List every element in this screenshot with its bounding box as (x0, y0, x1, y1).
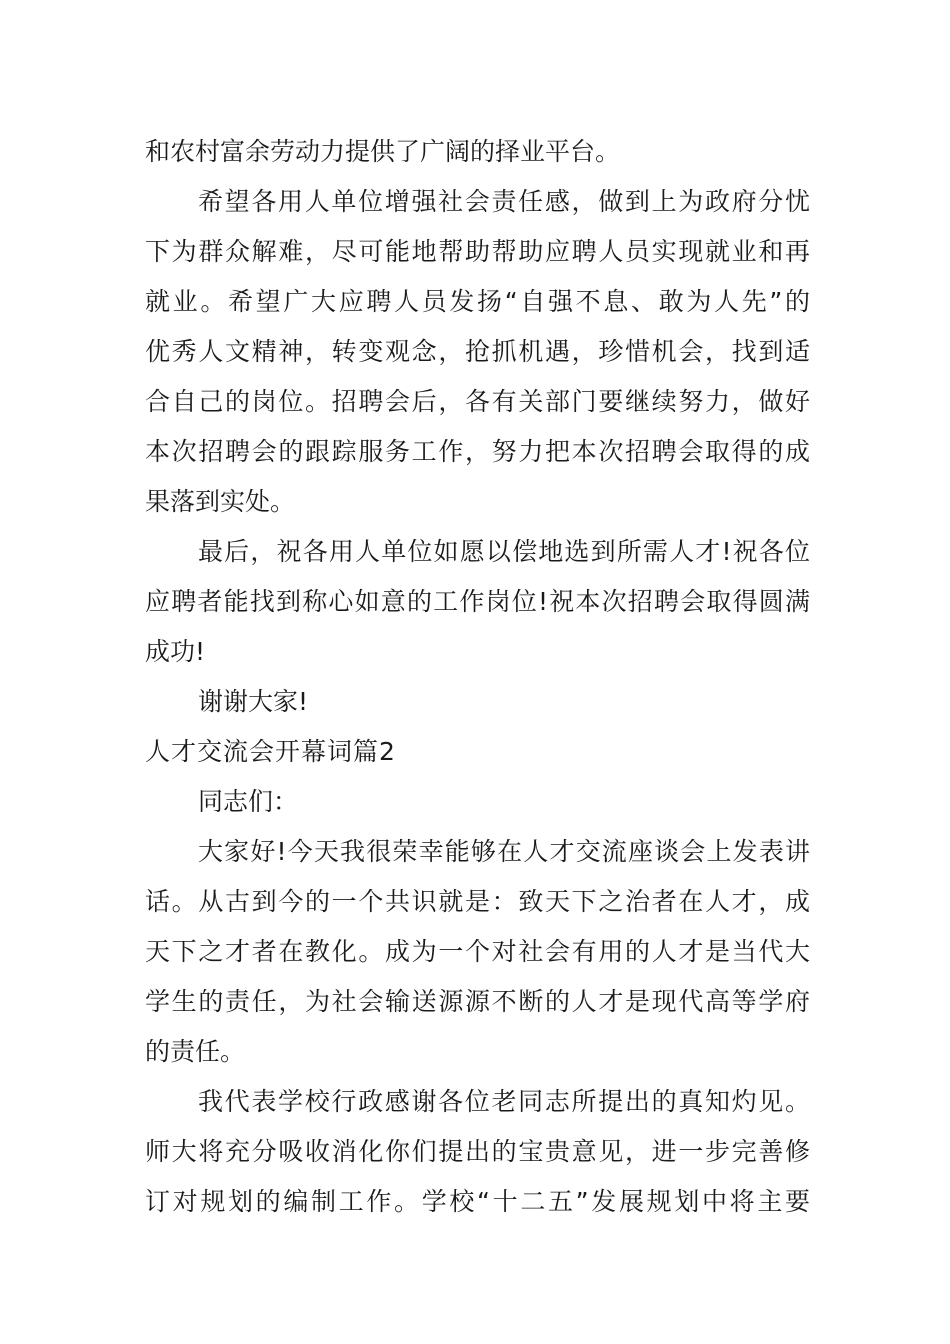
text-line: 师大将充分吸收消化你们提出的宝贵意见，进一步完善修 (145, 1137, 810, 1166)
closing-line: 谢谢大家! (198, 687, 309, 716)
text-line: 订对规划的编制工作。学校“十二五”发展规划中将主要 (145, 1187, 810, 1216)
text-line: 学生的责任，为社会输送源源不断的人才是现代高等学府 (145, 987, 810, 1016)
text-line: 下为群众解难，尽可能地帮助帮助应聘人员实现就业和再 (145, 237, 810, 266)
salutation: 同志们： (198, 787, 299, 816)
text-line: 的责任。 (145, 1037, 246, 1066)
text-line: 成功! (145, 637, 206, 666)
text-line: 和农村富余劳动力提供了广阔的择业平台。 (145, 137, 621, 166)
section-heading: 人才交流会开幕词篇2 (145, 737, 396, 766)
text-line: 果落到实处。 (145, 487, 296, 516)
text-line: 就业。希望广大应聘人员发扬“自强不息、敢为人先”的 (145, 287, 810, 316)
text-line: 天下之才者在教化。成为一个对社会有用的人才是当代大 (145, 937, 810, 966)
text-line: 希望各用人单位增强社会责任感，做到上为政府分忧 (198, 187, 810, 216)
text-line: 优秀人文精神，转变观念，抢抓机遇，珍惜机会，找到适 (145, 337, 810, 366)
text-line: 大家好!今天我很荣幸能够在人才交流座谈会上发表讲 (198, 837, 810, 866)
text-line: 合自己的岗位。招聘会后，各有关部门要继续努力，做好 (145, 387, 810, 416)
text-line: 本次招聘会的跟踪服务工作，努力把本次招聘会取得的成 (145, 437, 810, 466)
text-line: 话。从古到今的一个共识就是：致天下之治者在人才，成 (145, 887, 810, 916)
text-line: 我代表学校行政感谢各位老同志所提出的真知灼见。 (198, 1087, 810, 1116)
text-line: 应聘者能找到称心如意的工作岗位!祝本次招聘会取得圆满 (145, 587, 810, 616)
text-line: 最后，祝各用人单位如愿以偿地选到所需人才!祝各位 (198, 537, 810, 566)
